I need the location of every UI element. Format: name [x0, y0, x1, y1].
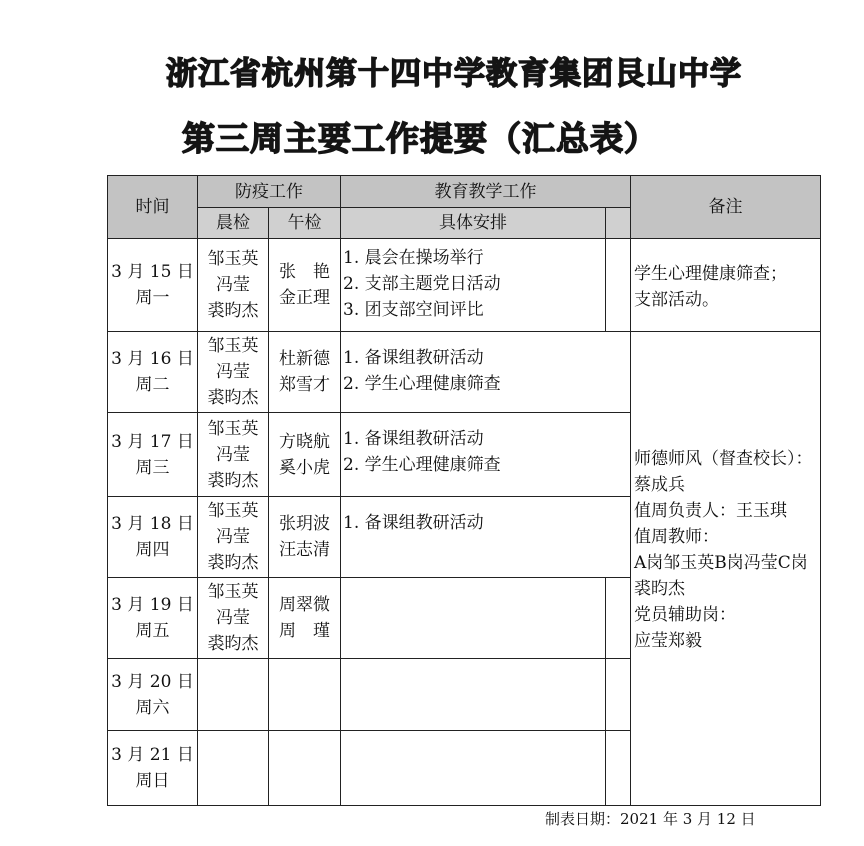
remark-line: 应莹郑毅: [634, 631, 703, 651]
morning-check-cell: [198, 659, 269, 731]
staff-name: 周 瑾: [279, 621, 330, 641]
staff-name: 冯莹: [216, 444, 250, 465]
task-item: 1. 备课组教研活动: [343, 429, 484, 449]
weekday-text: 周五: [135, 621, 170, 641]
arrangement-cell: [341, 731, 606, 806]
staff-name: 邹玉英: [207, 336, 259, 356]
morning-check-cell: [198, 497, 269, 578]
schedule-table: [107, 175, 821, 806]
header-morning-check: 晨检: [198, 208, 269, 239]
arrangement-cell: [341, 413, 631, 497]
morning-check-cell: [198, 731, 269, 806]
arrangement-cell: [341, 239, 606, 332]
table-row: [108, 332, 821, 413]
staff-name: 张玥波: [279, 514, 330, 534]
task-item: 1. 晨会在操场举行: [343, 248, 484, 268]
arrangement-cell: [341, 497, 631, 578]
staff-name: 方晓航: [279, 431, 330, 452]
date-text: 3 月 15 日: [111, 262, 194, 282]
staff-name: 周翠微: [279, 595, 330, 615]
staff-name: 裘昀杰: [207, 301, 259, 321]
staff-name: 冯莹: [216, 275, 250, 295]
weekday-text: 周二: [135, 375, 170, 395]
noon-check-cell: [269, 659, 341, 731]
morning-check-cell: [198, 239, 269, 332]
header-arrangement: 具体安排: [341, 208, 606, 239]
header-noon-check: 午检: [269, 208, 341, 239]
weekday-text: 周一: [135, 288, 170, 308]
morning-check-cell: [198, 578, 269, 659]
blank-cell: [606, 239, 631, 332]
noon-check-cell: [269, 413, 341, 497]
staff-name: 冯莹: [216, 362, 250, 382]
date-text: 3 月 18 日: [111, 514, 194, 534]
staff-name: 邹玉英: [207, 501, 259, 521]
task-item: 1. 备课组教研活动: [343, 348, 484, 368]
weekday-text: 周四: [135, 540, 170, 560]
date-cell: [108, 731, 198, 806]
task-item: 2. 支部主题党日活动: [343, 274, 501, 294]
header-education: 教育教学工作: [341, 176, 631, 208]
header-prevention: 防疫工作: [198, 176, 341, 208]
blank-cell: [606, 659, 631, 731]
staff-name: 邹玉英: [207, 418, 259, 439]
morning-check-cell: [198, 413, 269, 497]
remarks-week: [631, 332, 821, 806]
table-row: [108, 239, 821, 332]
staff-name: 冯莹: [216, 608, 250, 628]
date-text: 3 月 16 日: [111, 349, 194, 369]
noon-check-cell: [269, 239, 341, 332]
remark-line: 师德师风（督查校长）：蔡成兵: [634, 449, 813, 495]
weekday-text: 周日: [135, 771, 170, 791]
noon-check-cell: [269, 731, 341, 806]
morning-check-cell: [198, 332, 269, 413]
date-cell: [108, 578, 198, 659]
weekday-text: 周三: [135, 457, 170, 478]
noon-check-cell: [269, 332, 341, 413]
staff-name: 裘昀杰: [207, 470, 259, 491]
staff-name: 汪志清: [279, 540, 330, 560]
date-text: 3 月 19 日: [111, 595, 194, 615]
arrangement-cell: [341, 659, 606, 731]
task-item: 2. 学生心理健康筛查: [343, 455, 501, 475]
staff-name: 裘昀杰: [207, 634, 259, 654]
arrangement-cell: [341, 578, 606, 659]
blank-cell: [606, 578, 631, 659]
document-title: 第三周主要工作提要（汇总表）: [182, 119, 658, 158]
date-cell: [108, 239, 198, 332]
blank-cell: [606, 731, 631, 806]
header-blank: [606, 208, 631, 239]
date-cell: [108, 413, 198, 497]
date-cell: [108, 497, 198, 578]
arrangement-cell: [341, 332, 631, 413]
task-item: 2. 学生心理健康筛查: [343, 374, 501, 394]
date-text: 3 月 21 日: [111, 745, 194, 765]
header-time: 时间: [108, 176, 198, 239]
staff-name: 郑雪才: [279, 375, 330, 395]
staff-name: 张 艳: [279, 262, 330, 282]
remark-line: 党员辅助岗：: [634, 605, 737, 625]
date-cell: [108, 659, 198, 731]
remark-line: A岗邹玉英B岗冯莹C岗裘昀杰: [634, 553, 808, 599]
staff-name: 金正理: [279, 288, 330, 308]
staff-name: 冯莹: [216, 527, 250, 547]
remark-line: 值周教师：: [634, 527, 720, 547]
remarks-monday: [631, 239, 821, 332]
staff-name: 裘昀杰: [207, 388, 259, 408]
date-cell: [108, 332, 198, 413]
staff-name: 裘昀杰: [207, 553, 259, 573]
task-item: 3. 团支部空间评比: [343, 300, 484, 320]
task-item: 1. 备课组教研活动: [343, 513, 484, 533]
date-text: 3 月 17 日: [111, 431, 194, 452]
staff-name: 邹玉英: [207, 582, 259, 602]
remark-line: 支部活动。: [634, 290, 720, 310]
weekday-text: 周六: [135, 697, 170, 718]
noon-check-cell: [269, 497, 341, 578]
remark-line: 学生心理健康筛查；: [634, 264, 788, 284]
school-title: 浙江省杭州第十四中学教育集团艮山中学: [166, 56, 742, 92]
staff-name: 奚小虎: [279, 457, 330, 478]
date-text: 3 月 20 日: [111, 671, 194, 692]
noon-check-cell: [269, 578, 341, 659]
staff-name: 邹玉英: [207, 249, 259, 269]
remark-line: 值周负责人：王玉琪: [634, 501, 788, 521]
table-date: 制表日期：2021 年 3 月 12 日: [545, 810, 756, 828]
staff-name: 杜新德: [279, 349, 330, 369]
header-remarks: 备注: [631, 176, 821, 239]
